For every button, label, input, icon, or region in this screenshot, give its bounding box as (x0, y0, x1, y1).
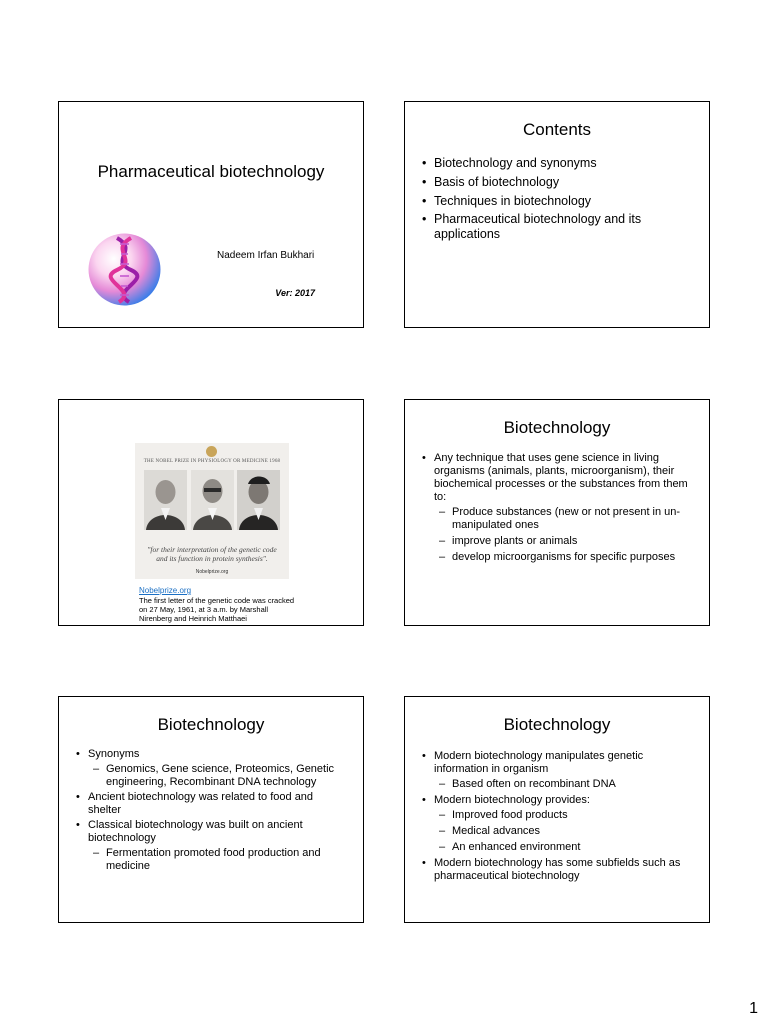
sub-list (88, 763, 344, 789)
contents-list (422, 156, 692, 242)
sub-item: – Fermentation promoted food production and medicine (88, 847, 344, 873)
slide-heading: Biotechnology (503, 418, 611, 437)
list-item: • Biotechnology and synonyms (422, 156, 692, 171)
bullet-list (422, 750, 692, 883)
sub-list (434, 506, 692, 564)
nobel-medal-icon (206, 446, 217, 457)
version-label: Ver: 2017 (275, 288, 315, 298)
sub-item: – Improved food products (434, 809, 692, 822)
slide-heading: Contents (522, 120, 592, 139)
list-item-text: Synonyms (88, 748, 140, 760)
slide-contents (404, 101, 710, 328)
list-item (76, 791, 344, 817)
list-item-text: Modern biotechnology manipulates genetic information in organism (434, 750, 644, 775)
list-item: • Pharmaceutical biotechnology and its applications (422, 212, 692, 242)
laureate-photo (191, 470, 234, 530)
slide-biotechnology-definition (404, 399, 710, 626)
sub-item: – An enhanced environment (434, 841, 692, 854)
slide-biotechnology-synonyms (58, 696, 364, 923)
sub-list (434, 778, 692, 791)
image-caption: The first letter of the genetic code was cracked on 27 May, 1961, at 3 a.m. by Marshall Nirenberg and Heinrich Matthaei (139, 596, 295, 624)
sub-list (88, 847, 344, 873)
list-item-text: Ancient biotechnology was related to food and shelter (88, 790, 314, 816)
nobelprize-logo: Nobelprize.org (195, 569, 229, 575)
nobel-prize-image (135, 443, 289, 579)
sub-item: – develop microorganisms for specific purposes (434, 551, 692, 564)
prize-heading: THE NOBEL PRIZE IN PHYSIOLOGY OR MEDICINE 1968 (143, 459, 281, 464)
list-item-text: Classical biotechnology was built on ancient biotechnology (88, 818, 303, 844)
page-number: 1 (749, 1000, 758, 1017)
list-item (76, 748, 344, 789)
prize-citation: "for their interpretation of the genetic code and its function in protein synthesis". (147, 545, 277, 563)
sub-list (434, 809, 692, 854)
laureate-photo (144, 470, 187, 530)
sub-item: – Medical advances (434, 825, 692, 838)
bullet-list (76, 748, 344, 873)
sub-item: – improve plants or animals (434, 535, 692, 548)
slide-nobel (58, 399, 364, 626)
list-item-text: Modern biotechnology has some subfields such as pharmaceutical biotechnology (434, 856, 681, 882)
source-link[interactable]: Nobelprize.org (139, 586, 192, 595)
list-item (422, 794, 692, 854)
sub-item: – Genomics, Gene science, Proteomics, Genetic engineering, Recombinant DNA technology (88, 763, 344, 789)
presentation-title: Pharmaceutical biotechnology (97, 162, 325, 181)
slide-title (58, 101, 364, 328)
author-name: Nadeem Irfan Bukhari (217, 250, 315, 261)
list-item-text: Any technique that uses gene science in living organisms (animals, plants, microorganism), their biochemical processes or the substances from them to: (434, 452, 688, 503)
slide-modern-biotechnology (404, 696, 710, 923)
sub-item: – Produce substances (new or not present in un-manipulated ones (434, 506, 692, 532)
sub-item: – Based often on recombinant DNA (434, 778, 692, 791)
slide-heading: Biotechnology (503, 715, 611, 734)
list-item: • Basis of biotechnology (422, 175, 692, 190)
slide-heading: Biotechnology (157, 715, 265, 734)
dna-logo-icon (87, 232, 162, 307)
list-item: • Techniques in biotechnology (422, 194, 692, 209)
list-item (422, 452, 692, 564)
bullet-list (422, 452, 692, 564)
laureate-photo (237, 470, 280, 530)
list-item-text: Modern biotechnology provides: (434, 793, 590, 806)
list-item (422, 750, 692, 791)
list-item (422, 857, 692, 883)
list-item (76, 819, 344, 873)
